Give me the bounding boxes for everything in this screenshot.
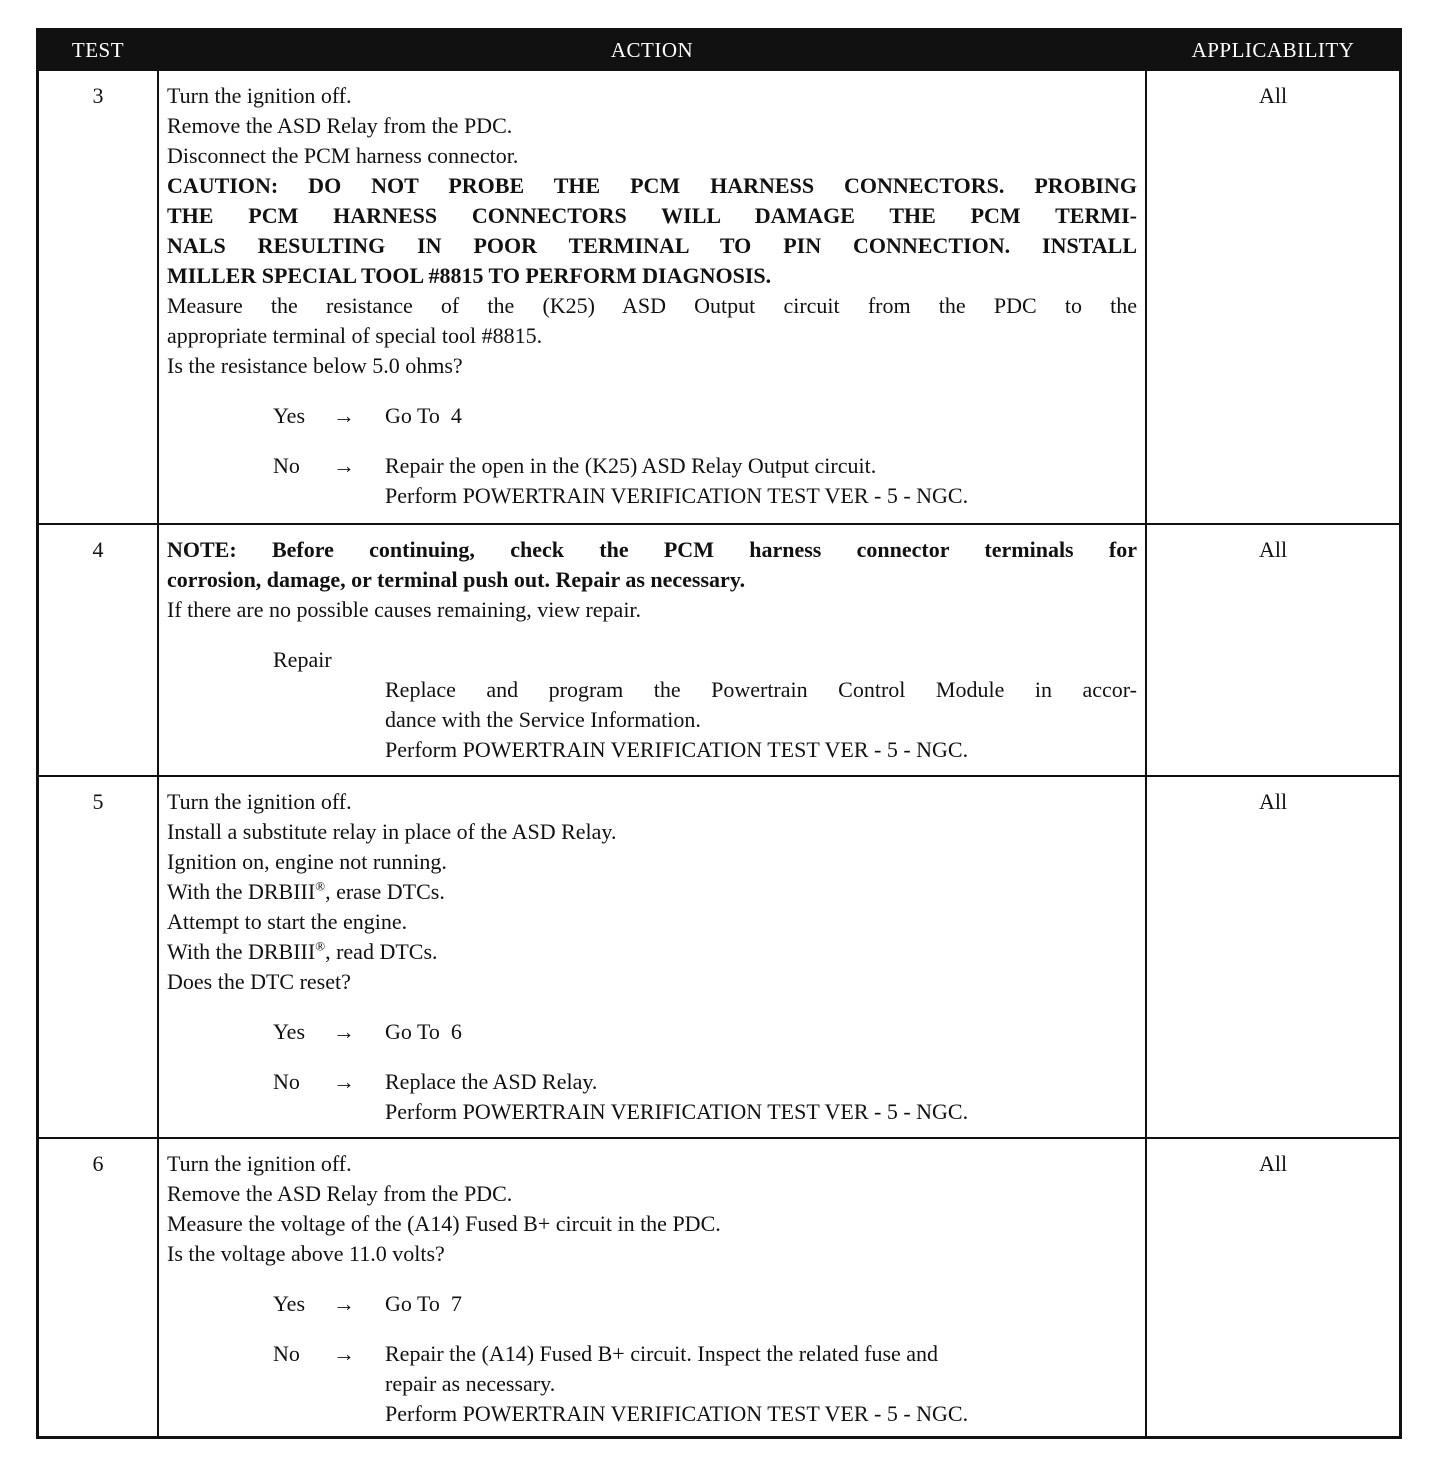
- caution-line: THE PCM HARNESS CONNECTORS WILL DAMAGE THE PCM TERMI-: [167, 203, 1137, 228]
- action-line: Ignition on, engine not running.: [167, 849, 447, 874]
- applicability: All: [1258, 83, 1288, 108]
- action-line: appropriate terminal of special tool #8815.: [167, 323, 543, 348]
- yes-branch: [167, 401, 1137, 431]
- yes-result: Go To 6: [385, 1019, 462, 1044]
- applicability: All: [1258, 537, 1288, 562]
- caution-line: NALS RESULTING IN POOR TERMINAL TO PIN CONNECTION. INSTALL: [167, 233, 1137, 258]
- action-line: Remove the ASD Relay from the PDC.: [167, 113, 513, 138]
- test-number: 3: [92, 83, 104, 108]
- arrow-right-icon: →: [333, 1341, 355, 1366]
- repair-label: Repair: [273, 647, 332, 672]
- arrow-right-icon: →: [333, 1019, 355, 1044]
- header-test: TEST: [71, 38, 125, 62]
- repair-line: Replace and program the Powertrain Control Module in accor-: [385, 677, 1137, 702]
- action-line: Turn the ignition off.: [167, 83, 352, 108]
- table-row: [39, 71, 1399, 523]
- yes-label: Yes: [273, 403, 306, 428]
- registered-mark: ®: [315, 938, 326, 954]
- action-line: Remove the ASD Relay from the PDC.: [167, 1181, 513, 1206]
- action-line: [167, 937, 1137, 967]
- applicability: All: [1258, 789, 1288, 814]
- arrow-right-icon: →: [333, 453, 355, 478]
- no-result: Replace the ASD Relay.: [385, 1069, 598, 1094]
- no-result-line: Perform POWERTRAIN VERIFICATION TEST VER - 5 - NGC.: [385, 483, 969, 508]
- action-cell: [157, 1139, 1147, 1436]
- table-row: [39, 523, 1399, 775]
- drb-text: With the DRBIII: [167, 879, 316, 904]
- yes-branch: [167, 1289, 1137, 1319]
- action-line: If there are no possible causes remaining, view repair.: [167, 597, 642, 622]
- action-line: Measure the resistance of the (K25) ASD Output circuit from the PDC to the: [167, 293, 1137, 318]
- action-cell: [157, 71, 1147, 523]
- arrow-right-icon: →: [333, 1291, 355, 1316]
- no-label: No: [273, 1341, 300, 1366]
- yes-branch: [167, 1017, 1137, 1047]
- yes-label: Yes: [273, 1291, 306, 1316]
- action-line: Is the voltage above 11.0 volts?: [167, 1241, 445, 1266]
- caution-line: CAUTION: DO NOT PROBE THE PCM HARNESS CONNECTORS. PROBING: [167, 173, 1137, 198]
- action-line: Is the resistance below 5.0 ohms?: [167, 353, 463, 378]
- no-label: No: [273, 453, 300, 478]
- header-action: ACTION: [610, 38, 694, 62]
- action-line: Turn the ignition off.: [167, 1151, 352, 1176]
- no-result-line: repair as necessary.: [385, 1371, 556, 1396]
- note-line: NOTE: Before continuing, check the PCM harness connector terminals for: [167, 537, 1137, 562]
- no-branch: [167, 1339, 1137, 1369]
- action-line: Turn the ignition off.: [167, 789, 352, 814]
- drb-text: , read DTCs.: [325, 939, 438, 964]
- no-branch: [167, 1067, 1137, 1097]
- action-line: [167, 877, 1137, 907]
- action-line: Measure the voltage of the (A14) Fused B+ circuit in the PDC.: [167, 1211, 721, 1236]
- action-line: Disconnect the PCM harness connector.: [167, 143, 519, 168]
- registered-mark: ®: [315, 878, 326, 894]
- drb-text: With the DRBIII: [167, 939, 316, 964]
- drb-text: , erase DTCs.: [325, 879, 445, 904]
- arrow-right-icon: →: [333, 403, 355, 428]
- no-result-line: Perform POWERTRAIN VERIFICATION TEST VER - 5 - NGC.: [385, 1401, 969, 1426]
- test-number: 4: [92, 537, 104, 562]
- diagnostic-table: [36, 28, 1402, 1439]
- action-line: Attempt to start the engine.: [167, 909, 408, 934]
- test-number: 6: [92, 1151, 104, 1176]
- action-line: Install a substitute relay in place of the ASD Relay.: [167, 819, 617, 844]
- test-number: 5: [92, 789, 104, 814]
- table-header: [39, 31, 1399, 71]
- action-cell: [157, 777, 1147, 1137]
- no-result-line: Perform POWERTRAIN VERIFICATION TEST VER - 5 - NGC.: [385, 1099, 969, 1124]
- table-row: [39, 1137, 1399, 1436]
- header-applicability: APPLICABILITY: [1191, 38, 1355, 62]
- no-branch: [167, 451, 1137, 481]
- table-row: [39, 775, 1399, 1137]
- no-label: No: [273, 1069, 300, 1094]
- yes-result: Go To 7: [385, 1291, 462, 1316]
- caution-line: MILLER SPECIAL TOOL #8815 TO PERFORM DIAGNOSIS.: [167, 263, 772, 288]
- no-result: Repair the (A14) Fused B+ circuit. Inspect the related fuse and: [385, 1341, 939, 1366]
- yes-result: Go To 4: [385, 403, 462, 428]
- note-line: corrosion, damage, or terminal push out. Repair as necessary.: [167, 567, 746, 592]
- action-cell: [157, 525, 1147, 775]
- action-line: Does the DTC reset?: [167, 969, 351, 994]
- no-result: Repair the open in the (K25) ASD Relay Output circuit.: [385, 453, 877, 478]
- repair-line: dance with the Service Information.: [385, 707, 701, 732]
- yes-label: Yes: [273, 1019, 306, 1044]
- repair-line: Perform POWERTRAIN VERIFICATION TEST VER - 5 - NGC.: [385, 737, 969, 762]
- applicability: All: [1258, 1151, 1288, 1176]
- arrow-right-icon: →: [333, 1069, 355, 1094]
